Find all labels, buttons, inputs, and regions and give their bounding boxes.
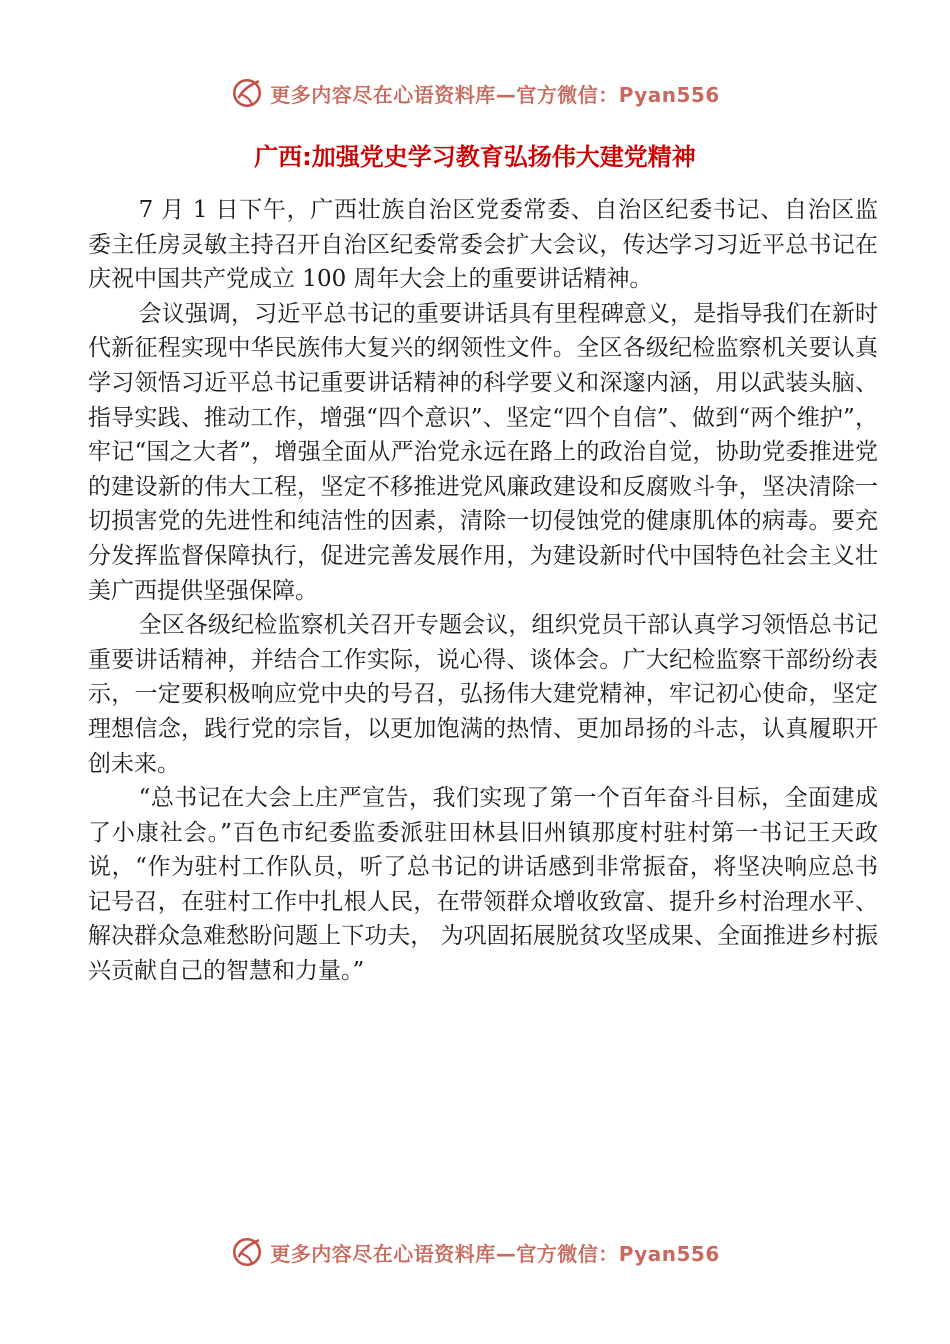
- document-body: [88, 193, 878, 989]
- header-watermark: [0, 70, 950, 116]
- paragraph-4: “总书记在大会上庄严宣告，我们实现了第一个百年奋斗目标，全面建成了小康社会。”百色市纪委监委派驻田林县旧州镇那度村驻村第一书记王天政说，“作为驻村工作队员，听了总书记的讲话感到非常振奋，将坚决响应总书记号召，在驻村工作中扎根人民，在带领群众增收致富、提升乡村治理水平、解决群众急难愁盼问题上下功夫， 为巩固拓展脱贫攻坚成果、全面推进乡村振兴贡献自己的智慧和力量。”: [88, 785, 878, 985]
- footer-watermark-text: 更多内容尽在心语资料库—官方微信：Pyan556: [270, 1241, 720, 1266]
- header-watermark-text: 更多内容尽在心语资料库—官方微信：Pyan556: [270, 82, 720, 107]
- paragraph-3: 全区各级纪检监察机关召开专题会议，组织党员干部认真学习领悟总书记重要讲话精神，并结合工作实际，说心得、谈体会。广大纪检监察干部纷纷表示，一定要积极响应党中央的号召，弘扬伟大建党精神，牢记初心使命，坚定理想信念，践行党的宗旨，以更加饱满的热情、更加昂扬的斗志，认真履职开创未来。: [88, 612, 878, 777]
- document-title: 广西:加强党史学习教育弘扬伟大建党精神: [254, 143, 696, 171]
- seal-logo-icon: [230, 1235, 264, 1269]
- footer-watermark: [0, 1229, 950, 1275]
- seal-logo-icon: [230, 76, 264, 110]
- paragraph-1: 7 月 1 日下午，广西壮族自治区党委常委、自治区纪委书记、自治区监委主任房灵敏主持召开自治区纪委常委会扩大会议，传达学习习近平总书记在庆祝中国共产党成立 100 周年大会上的重要讲话精神。: [88, 197, 878, 293]
- paragraph-2: 会议强调，习近平总书记的重要讲话具有里程碑意义，是指导我们在新时代新征程实现中华民族伟大复兴的纲领性文件。全区各级纪检监察机关要认真学习领悟习近平总书记重要讲话精神的科学要义和深邃内涵，用以武装头脑、指导实践、推动工作，增强“四个意识”、坚定“四个自信”、做到“两个维护”，牢记“国之大者”，增强全面从严治党永远在路上的政治自觉，协助党委推进党的建设新的伟大工程，坚定不移推进党风廉政建设和反腐败斗争，坚决清除一切损害党的先进性和纯洁性的因素，清除一切侵蚀党的健康肌体的病毒。要充分发挥监督保障执行，促进完善发展作用，为建设新时代中国特色社会主义壮美广西提供坚强保障。: [88, 300, 878, 604]
